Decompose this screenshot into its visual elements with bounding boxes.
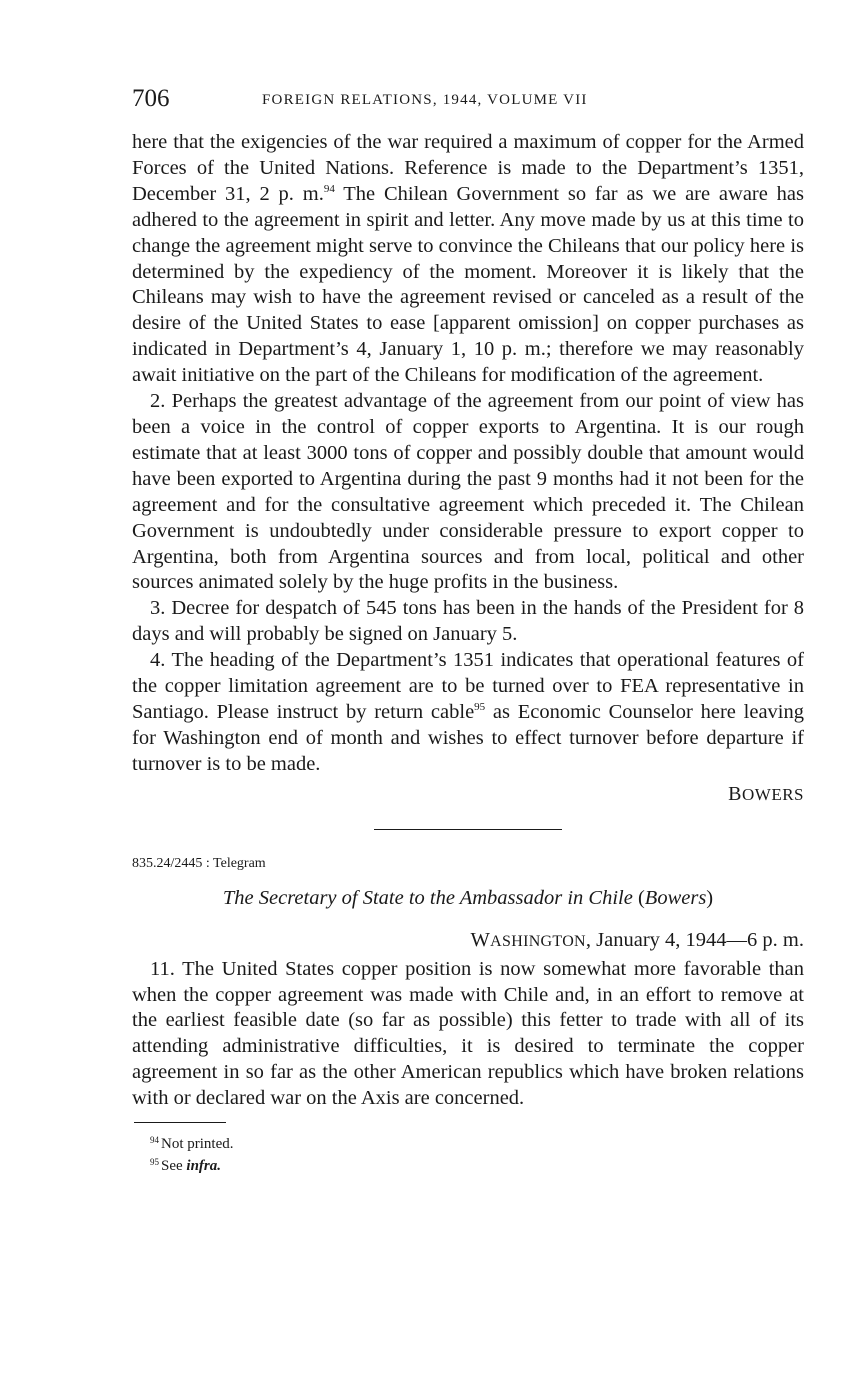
dateline: [132, 927, 804, 955]
paragraph-1-text-a: here that the exigencies of the war required a maximum of copper for the Armed Forces of the United Nations. Reference is made to the Department’s 1351, December 31, 2 p. m.: [132, 131, 804, 205]
paragraph-4-text-b: as Economic Counselor here leaving for Washington end of month and wishes to effect turnover before departure if turnover is to be made.: [132, 700, 804, 775]
heading-main: The Secretary of State to the Ambassador in Chile: [222, 886, 638, 909]
running-title: FOREIGN RELATIONS, 1944, VOLUME VII: [262, 92, 588, 108]
paragraph-1: [132, 130, 804, 389]
file-reference: 835.24/2445 : Telegram: [132, 855, 266, 871]
paragraph-3: 3. Decree for despatch of 545 tons has been in the hands of the President for 8 days and will probably be signed on January 5.: [132, 597, 804, 646]
dateline-date: , January 4, 1944—6 p. m.: [585, 928, 804, 951]
paragraph-4: [132, 648, 804, 778]
document-page: [132, 84, 804, 1175]
heading-paren-open: (: [637, 886, 645, 909]
section-divider: [374, 829, 562, 830]
paragraph-2: 2. Perhaps the greatest advantage of the agreement from our point of view has been a voice in the control of copper exports to Argentina. It is our rough estimate that at least 3000 tons of copper and possibly double that amount would have been exported to Argentina during the past 9 months had it not been for the agreement and for the consultative agreement which preceded it. The Chilean Government is undoubtedly under considerable pressure to export copper to Argentina, both from Argentina sources and from local, political and other sources animated solely by the huge profits in the business.: [132, 390, 804, 594]
dateline-place-rest: ASHINGTON: [490, 932, 586, 950]
footnote-text: Not printed.: [161, 1136, 234, 1153]
footnote-95: [150, 1153, 804, 1175]
footnote-text-prefix: See: [161, 1158, 187, 1175]
paragraph-11: 11. The United States copper position is now somewhat more favorable than when the copper agreement was made with Chile and, in an effort to remove at the earliest feasible date (so far as possible) this fetter to trade with all of its attending administrative difficulties, it is desired to terminate the copper agreement in so far as the other American republics which have broken relations with or declared war on the Axis are concerned.: [132, 957, 804, 1110]
footnote-mark: 95: [150, 1157, 159, 1168]
telegram-body-continued: [132, 130, 804, 778]
footnote-ref-94: 94: [323, 182, 335, 195]
signature-initial: B: [728, 782, 742, 805]
signature-rest: OWERS: [742, 784, 804, 804]
paragraph-1-text-b: The Chilean Government so far as we are aware has adhered to the agreement in spirit and letter. Any move made by us at this time to change the agreement might serve to convince the Chileans that our policy here is determined by the expediency of the moment. Moreover it is likely that the Chileans may wish to have the agreement revised or canceled as a result of the desire of the United States to ease [apparent omission] on copper purchases as indicated in Department’s 4, January 1, 10 p. m.; therefore we may reasonably await initiative on the part of the Chileans for modification of the agreement.: [132, 182, 804, 387]
signature: [132, 782, 804, 807]
dateline-place-initial: W: [470, 928, 491, 951]
document-heading: [132, 885, 804, 911]
page-number: 706: [132, 85, 170, 112]
footnote-divider: [134, 1122, 226, 1123]
footnote-text-italic: infra.: [186, 1158, 222, 1175]
heading-name: Bowers: [644, 886, 707, 909]
footnote-mark: 94: [150, 1135, 159, 1146]
footnotes: [150, 1131, 804, 1175]
footnote-94: [150, 1131, 804, 1153]
heading-paren-close: ): [706, 886, 714, 909]
running-head: [132, 84, 804, 116]
paragraph-4-text-a: 4. The heading of the Department’s 1351 indicates that operational features of the copper limitation agreement are to be turned over to FEA representative in Santiago. Please instruct by return cable: [132, 649, 804, 723]
telegram-body: [132, 957, 804, 1112]
dateline-place: [470, 928, 586, 951]
footnote-ref-95: 95: [474, 700, 486, 713]
